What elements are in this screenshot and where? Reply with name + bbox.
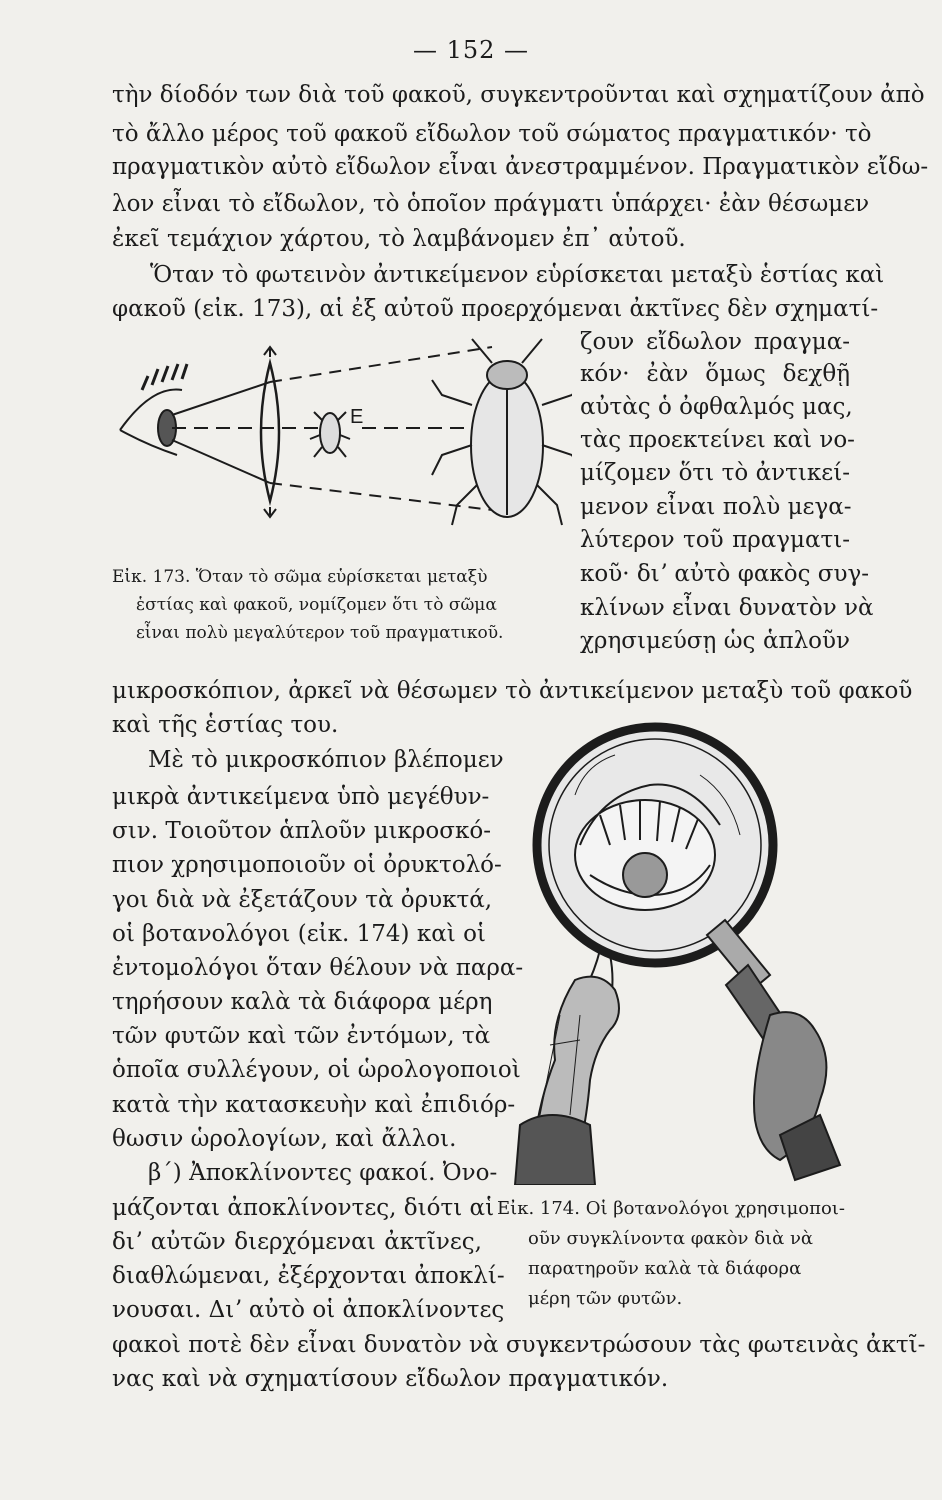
figure-173-caption: εἶναι πολὺ μεγαλύτερον τοῦ πραγματικοῦ. — [136, 623, 504, 643]
figure-174-caption: Εἰκ. 174. Οἱ βοτανολόγοι χρησιμοποι- — [497, 1198, 845, 1219]
eyelashes — [142, 364, 187, 390]
text-line: φακοῦ (εἰκ. 173), αἱ ἐξ αὐτοῦ προερχόμεναι ἀκτῖνες δὲν σχηματί- — [112, 296, 879, 322]
text-line: ὁποῖα συλλέγουν, οἱ ὡρολογοποιοὶ — [112, 1057, 521, 1083]
text-line: φακοὶ ποτὲ δὲν εἶναι δυνατὸν νὰ συγκεντρώσουν τὰς φωτεινὰς ἀκτῖ- — [112, 1332, 926, 1358]
text-line: πραγματικὸν αὐτὸ εἴδωλον εἶναι ἀνεστραμμένον. Πραγματικὸν εἴδω- — [112, 154, 929, 180]
text-line: διαθλώμεναι, ἐξέρχονται ἀποκλί- — [112, 1263, 505, 1289]
text-line: μικρὰ ἀντικείμενα ὑπὸ μεγέθυν- — [112, 784, 490, 810]
text-line: διʼ αὐτῶν διερχόμεναι ἀκτῖνες, — [112, 1229, 482, 1255]
text-line: κόν· ἐὰν ὅμως δεχθῇ — [580, 361, 850, 387]
text-line: ἐντομολόγοι ὅταν θέλουν νὰ παρα- — [112, 955, 524, 981]
figure-173-caption: ἑστίας καὶ φακοῦ, νομίζομεν ὅτι τὸ σῶμα — [136, 595, 497, 615]
text-line: αὐτὰς ὁ ὀφθαλμός μας, — [580, 394, 853, 420]
text-line: γοι διὰ νὰ ἐξετάζουν τὰ ὀρυκτά, — [112, 887, 493, 913]
text-line: νουσαι. Διʼ αὐτὸ οἱ ἀποκλίνοντες — [112, 1297, 505, 1323]
figure-174-illustration — [500, 715, 860, 1185]
text-line: χρησιμεύσῃ ὡς ἁπλοῦν — [580, 628, 850, 654]
figure-173-caption: Εἰκ. 173. Ὅταν τὸ σῶμα εὑρίσκεται μεταξὺ — [112, 567, 488, 587]
text-line: πιον χρησιμοποιοῦν οἱ ὀρυκτολό- — [112, 852, 502, 878]
text-line: Μὲ τὸ μικροσκόπιον βλέπομεν — [148, 747, 504, 773]
figure-174-caption: μέρη τῶν φυτῶν. — [528, 1288, 683, 1309]
text-line: νας καὶ νὰ σχηματίσουν εἴδωλον πραγματικόν. — [112, 1366, 669, 1392]
text-line: τὰς προεκτείνει καὶ νο- — [580, 427, 855, 453]
figure-173-label-e: E — [350, 406, 364, 428]
text-line: κοῦ· διʼ αὐτὸ φακὸς συγ- — [580, 561, 869, 587]
text-line: θωσιν ὡρολογίων, καὶ ἄλλοι. — [112, 1126, 457, 1152]
figure-174-caption: οῦν συγκλίνοντα φακὸν διὰ νὰ — [528, 1228, 814, 1249]
text-line: ἐκεῖ τεμάχιον χάρτου, τὸ λαμβάνομεν ἐπ᾿ αὐτοῦ. — [112, 226, 686, 252]
text-line: τὸ ἄλλο μέρος τοῦ φακοῦ εἴδωλον τοῦ σώματος πραγματικόν· τὸ — [112, 121, 872, 147]
text-line: β΄) Ἀποκλίνοντες φακοί. Ὀνο- — [148, 1160, 498, 1186]
text-line: ζουν εἴδωλον πραγμα- — [580, 329, 850, 355]
text-line: τηρήσουν καλὰ τὰ διάφορα μέρη — [112, 989, 493, 1015]
text-line: μικροσκόπιον, ἀρκεῖ νὰ θέσωμεν τὸ ἀντικείμενον μεταξὺ τοῦ φακοῦ — [112, 678, 913, 704]
text-line: κλίνων εἶναι δυνατὸν νὰ — [580, 595, 874, 621]
text-line: λον εἶναι τὸ εἴδωλον, τὸ ὁποῖον πράγματι ὑπάρχει· ἐὰν θέσωμεν — [112, 191, 870, 217]
text-line: κατὰ τὴν κατασκευὴν καὶ ἐπιδιόρ- — [112, 1092, 516, 1118]
small-beetle — [320, 413, 340, 453]
text-line: οἱ βοτανολόγοι (εἰκ. 174) καὶ οἱ — [112, 921, 486, 947]
text-line: μίζομεν ὅτι τὸ ἀντικεί- — [580, 460, 850, 486]
text-line: σιν. Τοιοῦτον ἁπλοῦν μικροσκό- — [112, 818, 491, 844]
figure-174-caption: παρατηροῦν καλὰ τὰ διάφορα — [528, 1258, 802, 1279]
text-line: τὴν δίοδόν των διὰ τοῦ φακοῦ, συγκεντροῦνται καὶ σχηματίζουν ἀπὸ — [112, 82, 925, 108]
text-line: τῶν φυτῶν καὶ τῶν ἐντόμων, τὰ — [112, 1023, 491, 1049]
text-line: μενον εἶναι πολὺ μεγα- — [580, 494, 852, 520]
figure-173-illustration — [112, 335, 572, 560]
text-line: καὶ τῆς ἑστίας του. — [112, 712, 339, 738]
page-number: — 152 — — [412, 36, 530, 64]
text-line: μάζονται ἀποκλίνοντες, διότι αἱ — [112, 1195, 495, 1221]
text-line: Ὅταν τὸ φωτεινὸν ἀντικείμενον εὑρίσκεται μεταξὺ ἑστίας καὶ — [150, 262, 885, 288]
text-line: λύτερον τοῦ πραγματι- — [580, 527, 850, 553]
